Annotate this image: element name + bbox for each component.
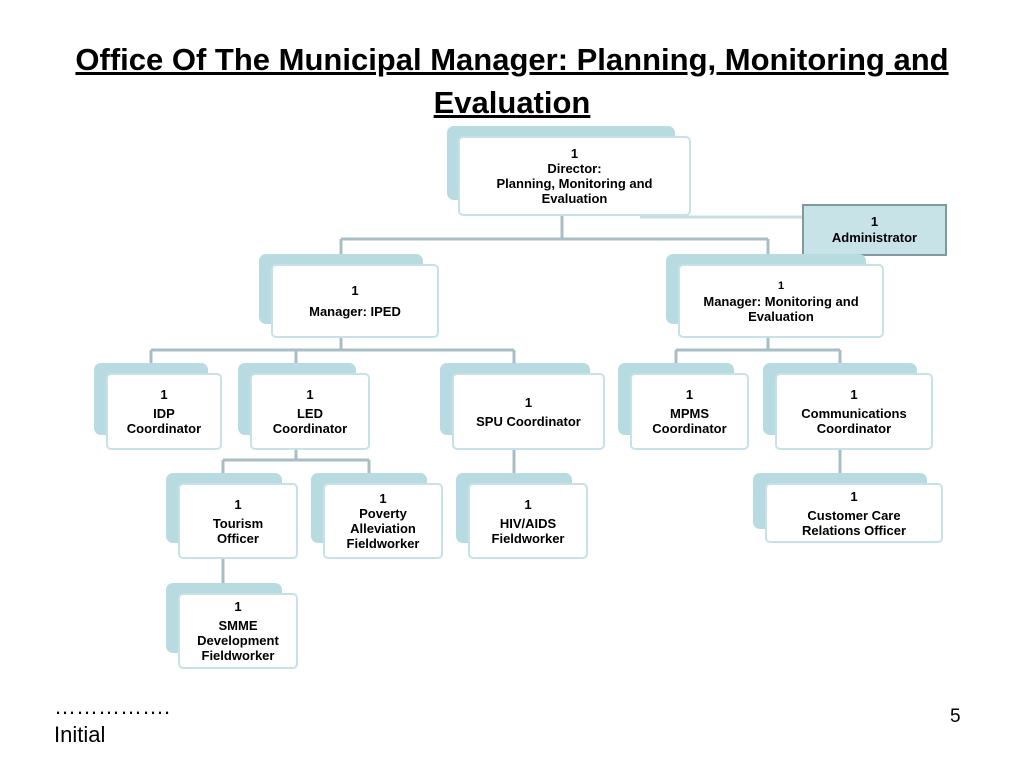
director-line-2: Planning, Monitoring and: [496, 176, 653, 191]
poverty-count: 1: [379, 491, 387, 506]
manager-iped-label: Manager: IPED: [309, 304, 401, 319]
comms-count: 1: [850, 387, 858, 402]
hiv-line-1: HIV/AIDS: [499, 515, 557, 531]
tourism-count: 1: [234, 496, 242, 512]
hiv-count: 1: [524, 496, 532, 512]
poverty-alleviation-box: [311, 473, 443, 559]
spu-coordinator-box: [440, 363, 605, 450]
manager-me-count: 1: [777, 279, 785, 292]
mpms-coordinator-box: [618, 363, 749, 450]
mpms-line-1: MPMS: [669, 406, 709, 421]
comms-line-1: Communications: [801, 406, 907, 421]
manager-me-line-1: Manager: Monitoring and: [703, 293, 859, 309]
director-box: [447, 126, 691, 216]
idp-count: 1: [160, 387, 168, 402]
smme-line-1: SMME: [218, 618, 258, 633]
footer-dots: …………….: [54, 694, 171, 719]
administrator-count: 1: [870, 214, 879, 229]
comms-line-2: Coordinator: [816, 421, 892, 436]
manager-me-box: [666, 254, 884, 338]
smme-line-3: Fieldworker: [201, 648, 275, 663]
manager-iped-count: 1: [351, 283, 359, 298]
customer-care-box: [753, 473, 943, 543]
led-line-1: LED: [296, 406, 323, 421]
hiv-aids-box: [456, 473, 588, 559]
poverty-line-1: Poverty: [359, 506, 407, 521]
spu-label: SPU Coordinator: [476, 413, 581, 429]
footer-initial: Initial: [54, 722, 106, 747]
hiv-line-2: Fieldworker: [491, 530, 565, 546]
idp-line-1: IDP: [153, 406, 175, 421]
mpms-line-2: Coordinator: [652, 421, 727, 436]
tourism-line-1: Tourism: [212, 515, 264, 531]
communications-coordinator-box: [763, 363, 933, 450]
poverty-line-2: Alleviation: [350, 521, 416, 536]
led-line-2: Coordinator: [272, 421, 348, 436]
director-line-1: Director:: [547, 161, 602, 176]
page-title: Office Of The Municipal Manager: Planning, Monitoring and Evaluation: [75, 42, 949, 120]
poverty-line-3: Fieldworker: [346, 536, 420, 551]
mpms-count: 1: [685, 387, 694, 402]
smme-line-2: Development: [197, 633, 279, 648]
idp-coordinator-box: [94, 363, 222, 450]
customer-count: 1: [850, 488, 858, 504]
tourism-officer-box: [166, 473, 298, 559]
smme-count: 1: [234, 599, 242, 614]
page-number: 5: [950, 706, 961, 727]
led-coordinator-box: [238, 363, 370, 450]
administrator-label: Administrator: [831, 230, 918, 245]
customer-line-1: Customer Care: [807, 507, 901, 523]
smme-development-box: [166, 583, 298, 669]
manager-iped-box: [259, 254, 439, 338]
customer-line-2: Relations Officer: [801, 522, 907, 538]
director-line-3: Evaluation: [541, 191, 608, 206]
idp-line-2: Coordinator: [126, 421, 202, 436]
administrator-box: [802, 204, 947, 256]
manager-me-line-2: Evaluation: [748, 308, 814, 324]
director-count: 1: [570, 146, 579, 161]
spu-count: 1: [524, 394, 533, 410]
led-count: 1: [306, 387, 314, 402]
tourism-line-2: Officer: [217, 530, 259, 546]
